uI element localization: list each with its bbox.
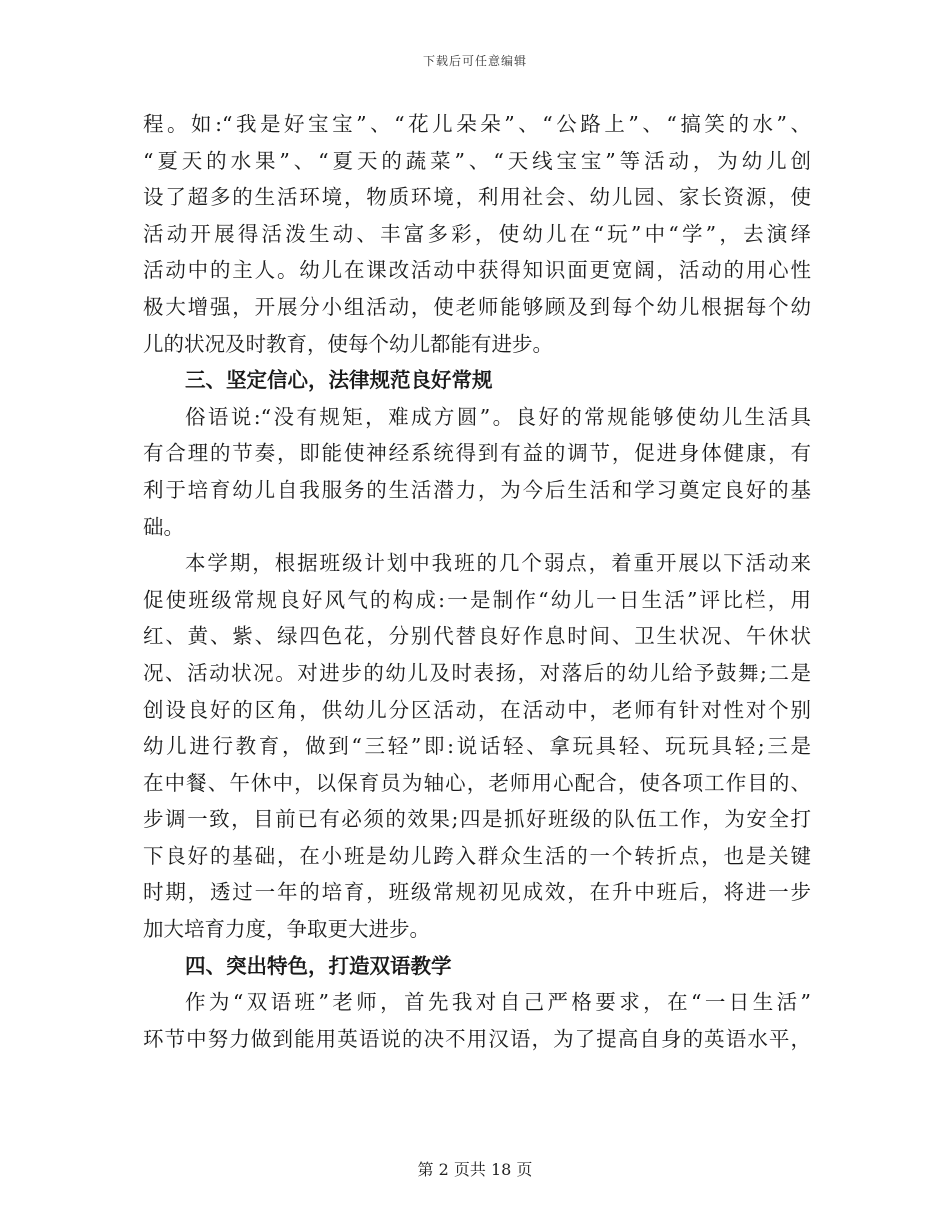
- paragraph-line: 活动开展得活泼生动、丰富多彩，使幼儿在“玩”中“学”，去演绎: [143, 221, 811, 246]
- paragraph-line: 加大培育力度，争取更大进步。: [143, 917, 430, 942]
- paragraph-line: 本学期，根据班级计划中我班的几个弱点，着重开展以下活动来: [185, 551, 811, 576]
- paragraph-line: 有合理的节奏，即能使神经系统得到有益的调节，促进身体健康，有: [143, 441, 811, 466]
- paragraph-line: 利于培育幼儿自我服务的生活潜力，为今后生活和学习奠定良好的基: [143, 477, 811, 502]
- paragraph-line: 幼儿进行教育，做到“三轻”即:说话轻、拿玩具轻、玩玩具轻;三是: [143, 734, 811, 759]
- paragraph-line: 设了超多的生活环境，物质环境，利用社会、幼儿园、家长资源，使: [143, 185, 811, 210]
- paragraph-line: 步调一致，目前已有必须的效果;四是抓好班级的队伍工作，为安全打: [143, 807, 811, 832]
- paragraph-line: 红、黄、紫、绿四色花，分别代替良好作息时间、卫生状况、午休状: [143, 624, 811, 649]
- paragraph-line: 创设良好的区角，供幼儿分区活动，在活动中，老师有针对性对个别: [143, 697, 811, 722]
- paragraph-line: 促使班级常规良好风气的构成:一是制作“幼儿一日生活”评比栏，用: [143, 587, 811, 612]
- page-header: 下载后可任意编辑: [422, 54, 527, 68]
- paragraph-line: 活动中的主人。幼儿在课改活动中获得知识面更宽阔，活动的用心性: [143, 258, 811, 283]
- paragraph-line: 程。如:“我是好宝宝”、“花儿朵朵”、“公路上”、“搞笑的水”、: [143, 112, 811, 136]
- document-body: [143, 106, 811, 1057]
- page-number: 第 2 页共 18 页: [417, 1160, 533, 1179]
- section-heading: 四、突出特色，打造双语教学: [185, 953, 452, 978]
- paragraph-line: 极大增强，开展分小组活动，使老师能够顾及到每个幼儿根据每个幼: [143, 294, 811, 319]
- paragraph-line: 况、活动状况。对进步的幼儿及时表扬，对落后的幼儿给予鼓舞;二是: [143, 660, 811, 685]
- section-heading: 三、坚定信心，法律规范良好常规: [185, 368, 493, 393]
- paragraph-line: 时期，透过一年的培育，班级常规初见成效，在升中班后，将进一步: [143, 880, 811, 905]
- paragraph-line: 环节中努力做到能用英语说的决不用汉语，为了提高自身的英语水平，: [143, 1026, 811, 1051]
- paragraph-line: 础。: [143, 514, 184, 539]
- paragraph-line: 俗语说:“没有规矩，难成方圆”。良好的常规能够使幼儿生活具: [185, 404, 811, 429]
- paragraph-line: 下良好的基础，在小班是幼儿跨入群众生活的一个转折点，也是关键: [143, 843, 811, 868]
- paragraph-line: 儿的状况及时教育，使每个幼儿都能有进步。: [143, 331, 553, 356]
- paragraph-line: “夏天的水果”、“夏天的蔬菜”、“天线宝宝”等活动，为幼儿创: [143, 148, 811, 173]
- paragraph-line: 在中餐、午休中，以保育员为轴心，老师用心配合，使各项工作目的、: [143, 770, 811, 795]
- paragraph-line: 作为“双语班”老师，首先我对自己严格要求，在“一日生活”: [185, 990, 811, 1015]
